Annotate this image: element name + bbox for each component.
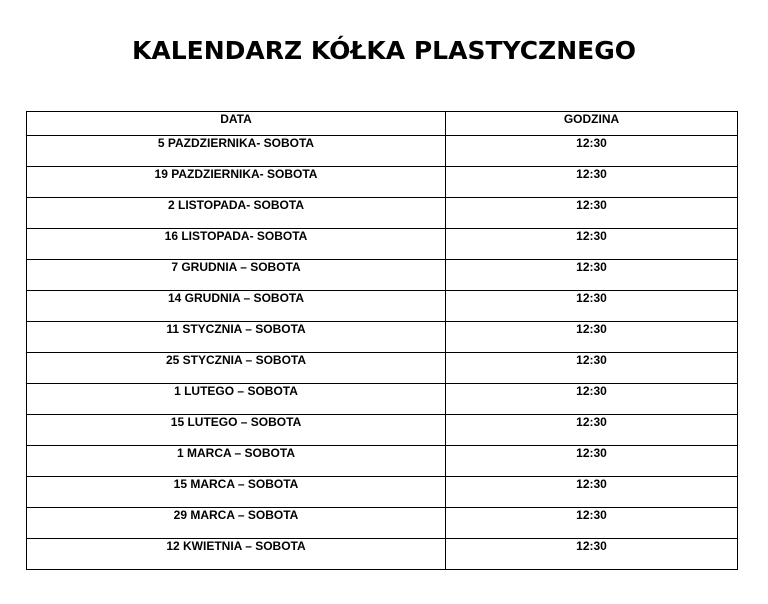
- date-cell: 1 LUTEGO – SOBOTA: [27, 384, 446, 415]
- time-cell: 12:30: [446, 198, 738, 229]
- date-cell: 15 MARCA – SOBOTA: [27, 477, 446, 508]
- table-row: [27, 539, 738, 570]
- time-cell: 12:30: [446, 539, 738, 570]
- date-cell: 19 PAZDZIERNIKA- SOBOTA: [27, 167, 446, 198]
- page-title: KALENDARZ KÓŁKA PLASTYCZNEGO: [132, 36, 636, 65]
- table-header-row: [27, 112, 738, 136]
- table-row: [27, 291, 738, 322]
- time-cell: 12:30: [446, 477, 738, 508]
- table-row: [27, 229, 738, 260]
- table-row: [27, 508, 738, 539]
- time-cell: 12:30: [446, 229, 738, 260]
- table-row: [27, 477, 738, 508]
- time-cell: 12:30: [446, 291, 738, 322]
- table-row: [27, 446, 738, 477]
- date-cell: 12 KWIETNIA – SOBOTA: [27, 539, 446, 570]
- date-cell: 15 LUTEGO – SOBOTA: [27, 415, 446, 446]
- date-cell: 29 MARCA – SOBOTA: [27, 508, 446, 539]
- time-cell: 12:30: [446, 446, 738, 477]
- time-cell: 12:30: [446, 260, 738, 291]
- date-cell: 16 LISTOPADA- SOBOTA: [27, 229, 446, 260]
- table-row: [27, 167, 738, 198]
- table-row: [27, 136, 738, 167]
- table-row: [27, 260, 738, 291]
- date-cell: 14 GRUDNIA – SOBOTA: [27, 291, 446, 322]
- table-row: [27, 384, 738, 415]
- date-cell: 1 MARCA – SOBOTA: [27, 446, 446, 477]
- table-row: [27, 322, 738, 353]
- date-cell: 7 GRUDNIA – SOBOTA: [27, 260, 446, 291]
- time-cell: 12:30: [446, 353, 738, 384]
- date-cell: 5 PAZDZIERNIKA- SOBOTA: [27, 136, 446, 167]
- column-header-date: DATA: [27, 112, 446, 136]
- column-header-time: GODZINA: [446, 112, 738, 136]
- date-cell: 25 STYCZNIA – SOBOTA: [27, 353, 446, 384]
- date-cell: 2 LISTOPADA- SOBOTA: [27, 198, 446, 229]
- table-row: [27, 198, 738, 229]
- time-cell: 12:30: [446, 508, 738, 539]
- time-cell: 12:30: [446, 136, 738, 167]
- table-row: [27, 415, 738, 446]
- time-cell: 12:30: [446, 167, 738, 198]
- time-cell: 12:30: [446, 322, 738, 353]
- schedule-table: [26, 111, 738, 570]
- date-cell: 11 STYCZNIA – SOBOTA: [27, 322, 446, 353]
- time-cell: 12:30: [446, 415, 738, 446]
- table-row: [27, 353, 738, 384]
- time-cell: 12:30: [446, 384, 738, 415]
